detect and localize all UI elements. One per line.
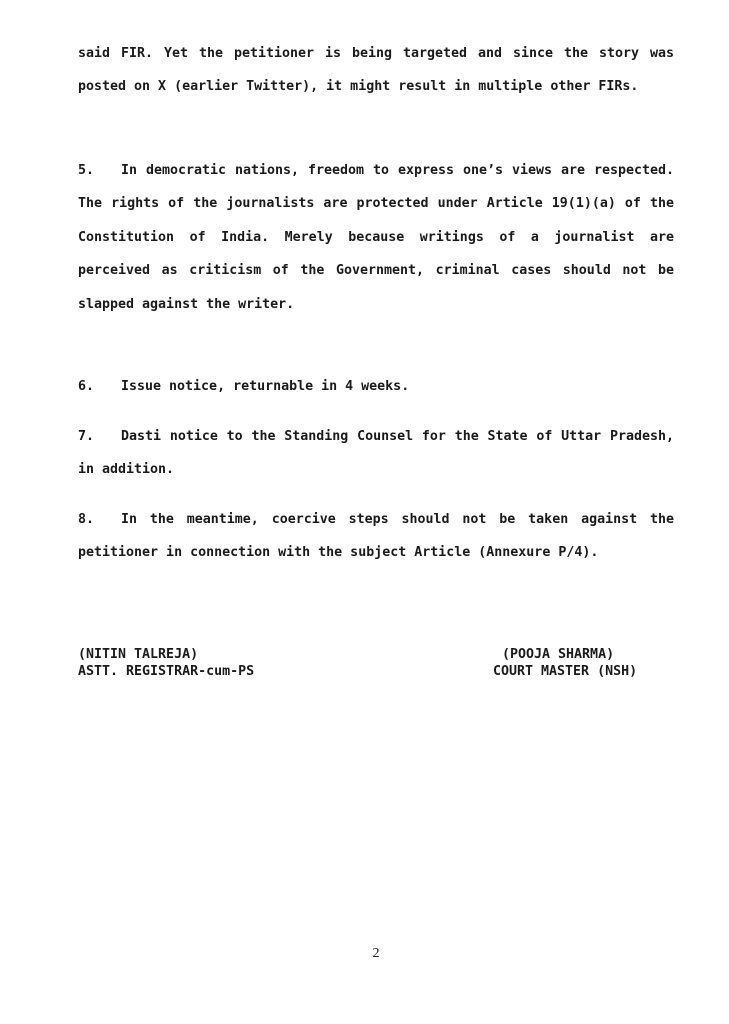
paragraph-text: Issue notice, returnable in 4 weeks. bbox=[121, 379, 410, 394]
paragraph-continuation bbox=[78, 37, 674, 104]
paragraph-5 bbox=[78, 154, 674, 321]
signature-block-right bbox=[493, 646, 637, 680]
paragraph-text: said FIR. Yet the petitioner is being targeted and since the story was posted on X (earlier Twitter), it might result in multiple other FIRs. bbox=[78, 46, 674, 95]
paragraph-number: 8. bbox=[78, 512, 95, 527]
paragraph-6 bbox=[78, 370, 674, 403]
paragraph-7 bbox=[78, 420, 674, 487]
paragraph-8 bbox=[78, 503, 674, 570]
paragraph-number: 7. bbox=[78, 429, 95, 444]
paragraph-number: 5. bbox=[78, 163, 95, 178]
signatory-name: (NITIN TALREJA) bbox=[78, 647, 199, 662]
page-number: 2 bbox=[372, 946, 380, 961]
paragraph-text: In the meantime, coercive steps should not be taken against the petitioner in connection with the subject Article (Annexure P/4). bbox=[78, 512, 674, 561]
paragraph-text: In democratic nations, freedom to express one’s views are respected. The rights of the journalists are protected under Article 19(1)(a) of the Constitution of India. Merely because writings of a journalist are perceived as criticism of the Government, criminal cases should not be slapped against the writer. bbox=[78, 163, 674, 312]
paragraph-text: Dasti notice to the Standing Counsel for the State of Uttar Pradesh, in addition. bbox=[78, 429, 674, 478]
signatory-name: (POOJA SHARMA) bbox=[502, 647, 615, 662]
signatory-title: COURT MASTER (NSH) bbox=[493, 664, 638, 679]
signature-block-left bbox=[78, 646, 254, 680]
signatory-title: ASTT. REGISTRAR-cum-PS bbox=[78, 664, 255, 679]
paragraph-number: 6. bbox=[78, 379, 95, 394]
